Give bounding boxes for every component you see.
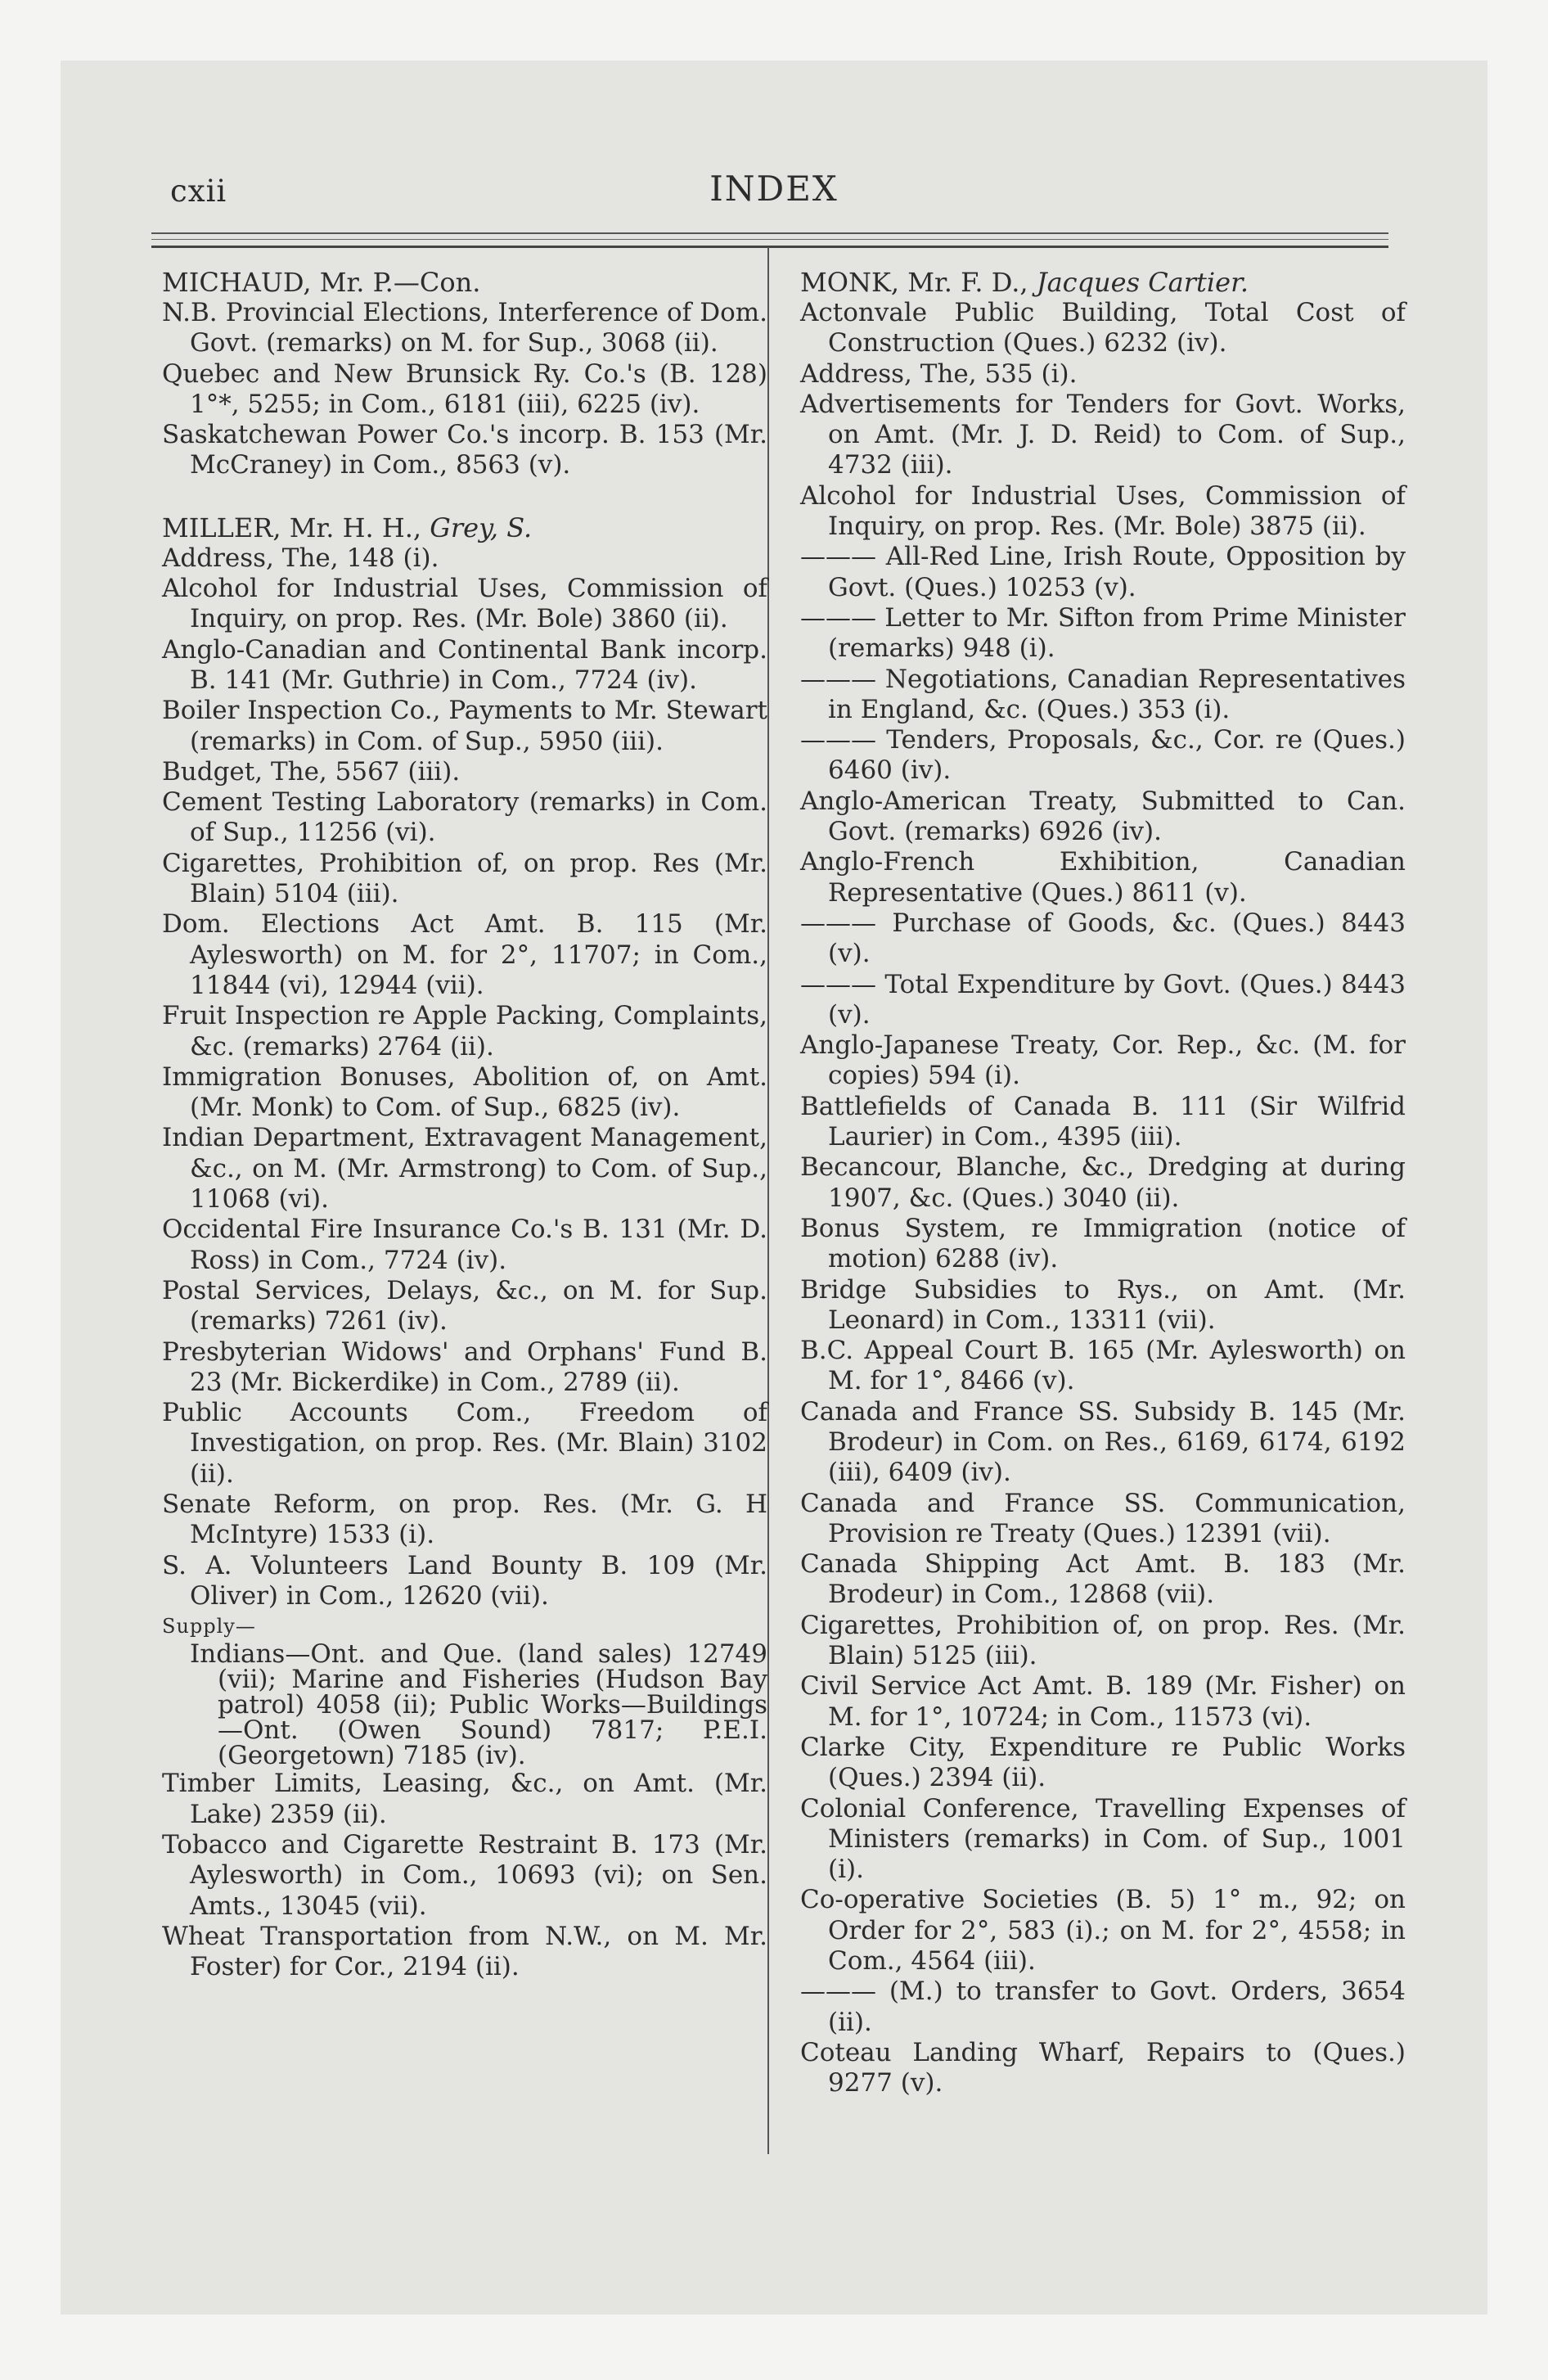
index-entry: Advertisements for Tenders for Govt. Works, on Amt. (Mr. J. D. Reid) to Com. of Sup., 4732 (iii).: [800, 389, 1406, 480]
index-entry: Coteau Landing Wharf, Repairs to (Ques.) 9277 (v).: [800, 2037, 1406, 2098]
index-entry: Bridge Subsidies to Rys., on Amt. (Mr. Leonard) in Com., 13311 (vii).: [800, 1274, 1406, 1335]
heading-riding: Grey, S.: [430, 512, 533, 543]
index-entry: Fruit Inspection re Apple Packing, Complaints, &c. (remarks) 2764 (ii).: [162, 1001, 767, 1062]
index-entry: Canada and France SS. Subsidy B. 145 (Mr. Brodeur) in Com. on Res., 6169, 6174, 6192 (iii), 6409 (iv).: [800, 1396, 1406, 1488]
index-entry: Postal Services, Delays, &c., on M. for Sup. (remarks) 7261 (iv).: [162, 1275, 767, 1336]
index-entry: Anglo-Japanese Treaty, Cor. Rep., &c. (M. for copies) 594 (i).: [800, 1030, 1406, 1091]
entry-heading-monk: [800, 267, 1406, 298]
index-entry: Tobacco and Cigarette Restraint B. 173 (Mr. Aylesworth) in Com., 10693 (vi); on Sen. Amts., 13045 (vii).: [162, 1830, 767, 1921]
index-entry: Alcohol for Industrial Uses, Commission of Inquiry, on prop. Res. (Mr. Bole) 3860 (ii).: [162, 574, 767, 634]
entry-heading-michaud: MICHAUD, Mr. P.—Con.: [162, 267, 481, 298]
index-entry: Address, The, 535 (i).: [800, 358, 1078, 389]
miller-entries: [162, 543, 767, 1611]
index-entry: Senate Reform, on prop. Res. (Mr. G. H McIntyre) 1533 (i).: [162, 1489, 767, 1550]
index-entry: ——— Purchase of Goods, &c. (Ques.) 8443 (v).: [800, 908, 1406, 969]
supply-entry: Indians—Ont. and Que. (land sales) 12749 (vii); Marine and Fisheries (Hudson Bay patrol) 4058 (ii); Public Works—Buildings—Ont. (Owen Sound) 7817; P.E.I. (Georgetown) 7185 (iv).: [190, 1639, 767, 1771]
index-entry: Actonvale Public Building, Total Cost of Construction (Ques.) 6232 (iv).: [800, 298, 1406, 358]
index-entry: Civil Service Act Amt. B. 189 (Mr. Fisher) on M. for 1°, 10724; in Com., 11573 (vi).: [800, 1671, 1406, 1732]
heading-name: MONK, Mr. F. D.,: [800, 267, 1037, 298]
index-entry: Presbyterian Widows' and Orphans' Fund B. 23 (Mr. Bickerdike) in Com., 2789 (ii).: [162, 1336, 767, 1397]
index-entry: Battlefields of Canada B. 111 (Sir Wilfrid Laurier) in Com., 4395 (iii).: [800, 1091, 1406, 1152]
monk-entries: [800, 298, 1406, 2099]
index-entry: ——— (M.) to transfer to Govt. Orders, 3654 (ii).: [800, 1977, 1406, 2037]
heading-riding: Jacques Cartier.: [1036, 267, 1249, 298]
index-entry: Quebec and New Brunsick Ry. Co.'s (B. 128) 1°*, 5255; in Com., 6181 (iii), 6225 (iv).: [162, 358, 767, 419]
index-entry: ——— Total Expenditure by Govt. (Ques.) 8443 (v).: [800, 969, 1406, 1030]
right-column: [800, 267, 1406, 2099]
supply-list: [162, 1639, 767, 1771]
index-entry: ——— Negotiations, Canadian Representatives in England, &c. (Ques.) 353 (i).: [800, 664, 1406, 724]
index-entry: Cigarettes, Prohibition of, on prop. Res (Mr. Blain) 5104 (iii).: [162, 848, 767, 909]
page-title: INDEX: [709, 169, 839, 209]
index-entry: Address, The, 148 (i).: [162, 543, 439, 573]
michaud-entries: [162, 298, 767, 481]
index-entry: Immigration Bonuses, Abolition of, on Amt. (Mr. Monk) to Com. of Sup., 6825 (iv).: [162, 1062, 767, 1123]
index-entry: Co-operative Societies (B. 5) 1° m., 92; on Order for 2°, 583 (i).; on M. for 2°, 4558; in Com., 4564 (iii).: [800, 1885, 1406, 1977]
index-entry: B.C. Appeal Court B. 165 (Mr. Aylesworth) on M. for 1°, 8466 (v).: [800, 1336, 1406, 1396]
index-entry: Cigarettes, Prohibition of, on prop. Res. (Mr. Blain) 5125 (iii).: [800, 1610, 1406, 1671]
index-entry: Canada and France SS. Communication, Provision re Treaty (Ques.) 12391 (vii).: [800, 1488, 1406, 1548]
index-entry: Becancour, Blanche, &c., Dredging at during 1907, &c. (Ques.) 3040 (ii).: [800, 1152, 1406, 1213]
index-entry: Timber Limits, Leasing, &c., on Amt. (Mr. Lake) 2359 (ii).: [162, 1769, 767, 1829]
index-entry: Anglo-French Exhibition, Canadian Representative (Ques.) 8611 (v).: [800, 847, 1406, 908]
heading-name: MILLER, Mr. H. H.,: [162, 512, 430, 543]
index-entry: Boiler Inspection Co., Payments to Mr. Stewart (remarks) in Com. of Sup., 5950 (iii).: [162, 696, 767, 756]
index-entry: Cement Testing Laboratory (remarks) in Com. of Sup., 11256 (vi).: [162, 787, 767, 848]
index-entry: ——— All-Red Line, Irish Route, Opposition by Govt. (Ques.) 10253 (v).: [800, 542, 1406, 602]
index-entry: Dom. Elections Act Amt. B. 115 (Mr. Aylesworth) on M. for 2°, 11707; in Com., 11844 (vi), 12944 (vii).: [162, 909, 767, 1000]
header-rule: [151, 246, 1388, 248]
index-entry: Alcohol for Industrial Uses, Commission of Inquiry, on prop. Res. (Mr. Bole) 3875 (ii).: [800, 480, 1406, 542]
index-entry: N.B. Provincial Elections, Interference of Dom. Govt. (remarks) on M. for Sup., 3068 (ii).: [162, 298, 767, 358]
index-entry: Saskatchewan Power Co.'s incorp. B. 153 (Mr. McCraney) in Com., 8563 (v).: [162, 420, 767, 480]
index-entry: Budget, The, 5567 (iii).: [162, 756, 461, 787]
page-number: cxii: [170, 174, 227, 209]
index-entry: Indian Department, Extravagent Management, &c., on M. (Mr. Armstrong) to Com. of Sup., 11068 (vi).: [162, 1123, 767, 1215]
index-entry: Anglo-American Treaty, Submitted to Can. Govt. (remarks) 6926 (iv).: [800, 786, 1406, 847]
index-entry: Public Accounts Com., Freedom of Investigation, on prop. Res. (Mr. Blain) 3102 (ii).: [162, 1398, 767, 1489]
left-column: [162, 267, 767, 1983]
entry-heading-miller: [162, 512, 767, 543]
index-entry: Bonus System, re Immigration (notice of motion) 6288 (iv).: [800, 1213, 1406, 1274]
index-entry: Anglo-Canadian and Continental Bank incorp. B. 141 (Mr. Guthrie) in Com., 7724 (iv).: [162, 634, 767, 695]
index-entry: Clarke City, Expenditure re Public Works (Ques.) 2394 (ii).: [800, 1732, 1406, 1793]
index-entry: Occidental Fire Insurance Co.'s B. 131 (Mr. D. Ross) in Com., 7724 (iv).: [162, 1215, 767, 1275]
index-entry: S. A. Volunteers Land Bounty B. 109 (Mr. Oliver) in Com., 12620 (vii).: [162, 1550, 767, 1611]
index-entry: ——— Letter to Mr. Sifton from Prime Minister (remarks) 948 (i).: [800, 602, 1406, 664]
header-rule: [151, 232, 1388, 234]
supply-label: Supply—: [162, 1615, 256, 1639]
index-entry: Colonial Conference, Travelling Expenses of Ministers (remarks) in Com. of Sup., 1001 (i).: [800, 1793, 1406, 1885]
page-header: [0, 169, 1548, 210]
index-entry: ——— Tenders, Proposals, &c., Cor. re (Ques.) 6460 (iv).: [800, 725, 1406, 786]
index-entry: Canada Shipping Act Amt. B. 183 (Mr. Brodeur) in Com., 12868 (vii).: [800, 1549, 1406, 1610]
index-entry: Wheat Transportation from N.W., on M. Mr. Foster) for Cor., 2194 (ii).: [162, 1921, 767, 1982]
miller-entries-continued: [162, 1769, 767, 1982]
header-rule: [151, 239, 1388, 240]
column-divider: [767, 247, 769, 2154]
